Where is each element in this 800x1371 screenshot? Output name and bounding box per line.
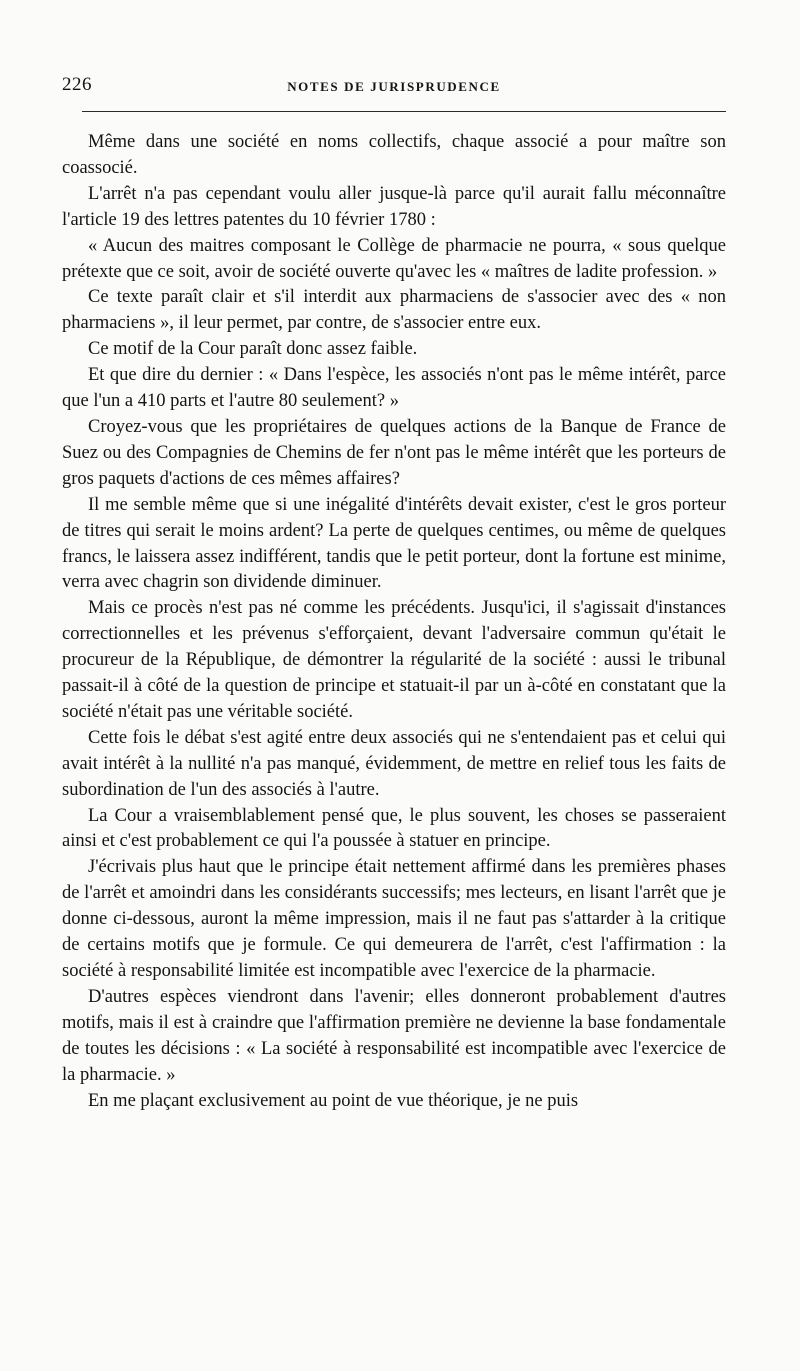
paragraph: D'autres espèces viendront dans l'avenir; elles donneront probablement d'autres motifs, mais il est à craindre que l'affirmation première ne devienne la base fondamentale de toutes les décisions : « La société à responsabilité est incompatible avec l'exercice de la pharmacie. » <box>62 986 726 1085</box>
page-number: 226 <box>62 74 92 95</box>
paragraph: En me plaçant exclusivement au point de vue théorique, je ne puis <box>88 1090 579 1111</box>
page-header <box>62 74 726 100</box>
paragraph: Mais ce procès n'est pas né comme les précédents. Jusqu'ici, il s'agissait d'instances correctionnelles et les prévenus s'efforçaient, devant l'adversaire commun qu'était le procureur de la République, de démontrer la régularité de la société : aussi le tribunal passait-il à côté de la question de principe et statuait-il par un à-côté en constatant que la société n'était pas une véritable société. <box>62 598 726 722</box>
paragraph: J'écrivais plus haut que le principe était nettement affirmé dans les premières phases de l'arrêt et amoindri dans les considérants successifs; mes lecteurs, en lisant l'arrêt que je donne ci-dessous, auront la même impression, mais il ne faut pas s'attarder à la critique de certains motifs que je formule. Ce qui demeurera de l'arrêt, c'est l'affirmation : la société à responsabilité limitée est incompatible avec l'exercice de la pharmacie. <box>62 857 726 981</box>
header-rule <box>82 111 726 112</box>
paragraph: Et que dire du dernier : « Dans l'espèce, les associés n'ont pas le même intérêt, parce que l'un a 410 parts et l'autre 80 seulement? » <box>62 365 726 412</box>
paragraph: Ce motif de la Cour paraît donc assez faible. <box>88 339 418 360</box>
paragraph: Cette fois le débat s'est agité entre deux associés qui ne s'entendaient pas et celui qui avait intérêt à la nullité n'a pas manqué, évidemment, de mettre en relief tous les faits de subordination de l'un des associés à l'autre. <box>62 727 726 800</box>
paragraph: Croyez-vous que les propriétaires de quelques actions de la Banque de France de Suez ou des Compagnies de Chemins de fer n'ont pas le même intérêt que les porteurs de gros paquets d'actions de ces mêmes affaires? <box>62 416 726 489</box>
paragraph: La Cour a vraisemblablement pensé que, le plus souvent, les choses se passeraient ainsi et c'est probablement ce qui l'a poussée à statuer en principe. <box>62 805 726 852</box>
paragraph: L'arrêt n'a pas cependant voulu aller jusque-là parce qu'il aurait fallu méconnaître l'article 19 des lettres patentes du 10 février 1780 : <box>62 183 726 230</box>
body-text <box>62 130 726 1114</box>
paragraph: Il me semble même que si une inégalité d'intérêts devait exister, c'est le gros porteur de titres qui serait le moins ardent? La perte de quelques centimes, ou même de quelques francs, le laissera assez indifférent, tandis que le petit porteur, dont la fortune est minime, verra avec chagrin son dividende diminuer. <box>62 494 726 593</box>
running-title: NOTES DE JURISPRUDENCE <box>287 79 501 94</box>
paragraph: Même dans une société en noms collectifs, chaque associé a pour maître son coassocié. <box>62 132 726 178</box>
paragraph: Ce texte paraît clair et s'il interdit aux pharmaciens de s'associer avec des « non pharmaciens », il leur permet, par contre, de s'associer entre eux. <box>62 287 726 334</box>
quotation: « Aucun des maitres composant le Collège de pharmacie ne pourra, « sous quelque prétexte que ce soit, avoir de société ouverte qu'avec les « maîtres de ladite profession. » <box>62 235 726 282</box>
